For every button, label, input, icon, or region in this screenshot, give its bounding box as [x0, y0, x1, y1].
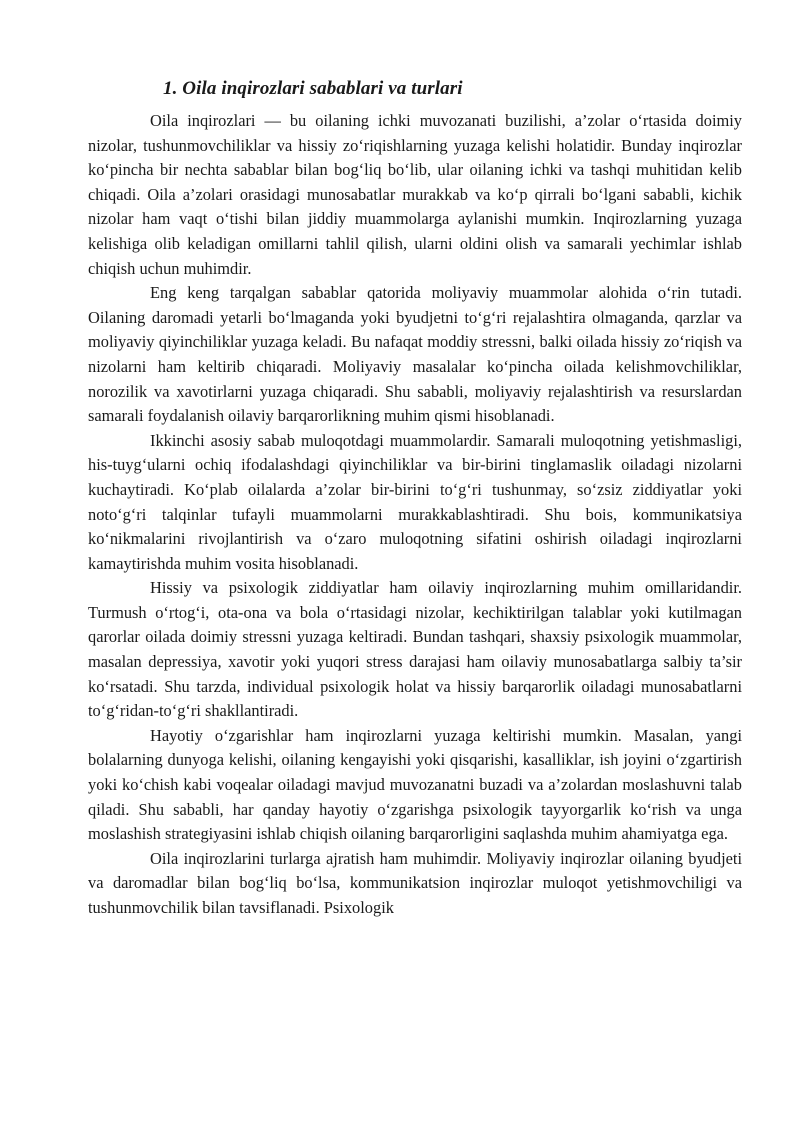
- paragraph-3: Ikkinchi asosiy sabab muloqotdagi muammolardir. Samarali muloqotning yetishmasligi, his-tuyg‘ularni ochiq ifodalashdagi qiyinchiliklar va bir-birini tinglamaslik oiladagi nizolarni kuchaytiradi. Ko‘plab oilalarda a’zolar bir-birini to‘g‘ri tushunmay, so‘zsiz ziddiyatlar yoki noto‘g‘ri talqinlar tufayli muammolarni murakkablashtiradi. Shu bois, kommunikatsiya ko‘nikmalarini rivojlantirish va o‘zaro muloqotning sifatini oshirish oiladagi inqirozlarni kamaytirishda muhim vosita hisoblanadi.: [88, 430, 742, 573]
- paragraph-6: Oila inqirozlarini turlarga ajratish ham muhimdir. Moliyaviy inqirozlar oilaning byudjeti va daromadlar bilan bog‘liq bo‘lsa, kommunikatsion inqirozlar muloqot yetishmovchiligi va tushunmovchilik bilan tavsiflanadi. Psixologik: [88, 848, 742, 917]
- section-heading: 1. Oila inqirozlari sabablari va turlari: [163, 78, 463, 99]
- paragraph-4: Hissiy va psixologik ziddiyatlar ham oilaviy inqirozlarning muhim omillaridandir. Turmush o‘rtog‘i, ota-ona va bola o‘rtasidagi nizolar, kechiktirilgan talablar yoki kutilmagan qarorlar oilada doimiy stressni yuzaga keltiradi. Bundan tashqari, shaxsiy psixologik muammolar, masalan depressiya, xavotir yoki yuqori stress darajasi ham oilaviy munosabatlarga salbiy ta’sir ko‘rsatadi. Shu tarzda, individual psixologik holat va hissiy barqarorlik oiladagi munosabatlarni to‘g‘ridan-to‘g‘ri shakllantiradi.: [88, 578, 742, 721]
- paragraph-2: Eng keng tarqalgan sabablar qatorida moliyaviy muammolar alohida o‘rin tutadi. Oilaning daromadi yetarli bo‘lmaganda yoki byudjetni to‘g‘ri rejalashtira olmaganda, qarzlar va moliyaviy qiyinchiliklar yuzaga keladi. Bu nafaqat moddiy stressni, balki oilada hissiy zo‘riqish va nizolarni ham keltirib chiqaradi. Moliyaviy masalalar ko‘pincha oilada kelishmovchiliklar, norozilik va xavotirlarni yuzaga chiqaradi. Shu sababli, moliyaviy rejalashtirish va resurslardan samarali foydalanish oilaviy barqarorlikning muhim qismi hisoblanadi.: [88, 283, 742, 426]
- document-page: [88, 76, 742, 921]
- paragraph-1: Oila inqirozlari — bu oilaning ichki muvozanati buzilishi, a’zolar o‘rtasida doimiy nizolar, tushunmovchiliklar va hissiy zo‘riqishlarning yuzaga kelishi holatidir. Bunday inqirozlar ko‘pincha bir nechta sabablar bilan bog‘liq bo‘lib, ular oilaning ichki va tashqi muhitidan kelib chiqadi. Oila a’zolari orasidagi munosabatlar murakkab va ko‘p qirrali bo‘lgani sababli, kichik nizolar ham vaqt o‘tishi bilan jiddiy muammolarga aylanishi mumkin. Inqirozlarning yuzaga kelishiga olib keladigan omillarni tahlil qilish, ularni oldini olish va samarali yechimlar ishlab chiqish uchun muhimdir.: [88, 111, 742, 278]
- paragraph-5: Hayotiy o‘zgarishlar ham inqirozlarni yuzaga keltirishi mumkin. Masalan, yangi bolalarning dunyoga kelishi, oilaning kengayishi yoki qisqarishi, kasalliklar, ish joyini o‘zgartirish yoki ko‘chish kabi voqealar oiladagi mavjud muvozanatni buzadi va a’zolardan moslashuvni talab qiladi. Shu sababli, har qanday hayotiy o‘zgarishga psixologik tayyorgarlik ko‘rish va unga moslashish strategiyasini ishlab chiqish oilaning barqarorligini saqlashda muhim ahamiyatga ega.: [88, 725, 742, 844]
